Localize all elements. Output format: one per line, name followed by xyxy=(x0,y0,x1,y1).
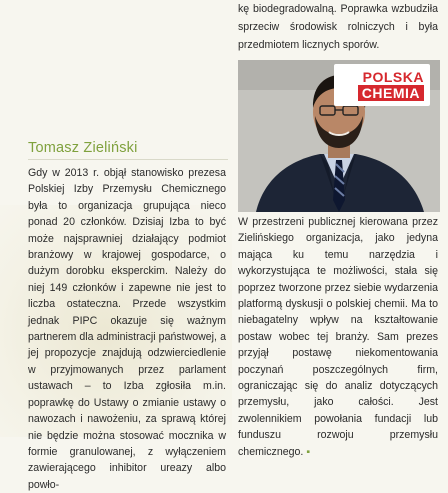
logo-line-2: CHEMIA xyxy=(358,85,424,101)
right-column-paragraph xyxy=(238,214,438,460)
right-column-text: W przestrzeni publicznej kierowana przez Zielińskiego organizacja, jako jedyna mająca ku temu narzędzia i wykorzystująca te możliwości, stała się poprzez tworzone przez siebie wydarzenia platformą dyskusji o polskiej chemii. Ma to niebagatelny wpływ na kształtowanie postaw wobec tej branży. Sam prezes przyjął postawę niekomentowania poczynań poszczególnych firm, ograniczając się do analiz dotyczących przemysłu, jako całości. Jest zwolennikiem powołania fundacji lub funduszu rozwoju przemysłu chemicznego. xyxy=(238,216,438,458)
end-of-article-mark: ▪ xyxy=(306,445,311,458)
continued-paragraph xyxy=(238,0,438,54)
continued-paragraph-text: kę biodegradowalną. Poprawka wzbudziła sprzeciw środowisk rolniczych i była przedmiotem licznych sporów. xyxy=(238,3,438,51)
logo-line-1: POLSKA xyxy=(362,68,424,85)
left-column-text: Gdy w 2013 r. objął stanowisko prezesa Polskiej Izby Przemysłu Chemicznego była to organizacja grupująca nieco ponad 20 członków. Dzisiaj Izba to być może najsprawniej działający podmiot branżowy w krajowej gospodarce, o dużym dorobku eksperckim. Należy do niej 149 członków i zapewne nie jest to liczba ostateczna. Przede wszystkim jednak PIPC okazuje się ważnym partnerem dla administracji państwowej, a jej propozycje znajdują odzwierciedlenie w przyjmowanych przez parlament ustawach – to Izba zgłosiła m.in. poprawkę do Ustawy o zmianie ustawy o nawozach i nawożeniu, za sprawą której nie będzie można stosować mocznika w formie granulowanej, z wyłączeniem zawierającego inhibitor ureazy albo powło- xyxy=(28,167,226,491)
portrait-photo xyxy=(238,60,440,212)
author-name: Tomasz Zieliński xyxy=(28,140,138,156)
name-divider xyxy=(28,159,228,160)
polska-chemia-logo xyxy=(334,64,430,106)
left-column xyxy=(28,165,226,493)
right-column xyxy=(238,214,438,460)
